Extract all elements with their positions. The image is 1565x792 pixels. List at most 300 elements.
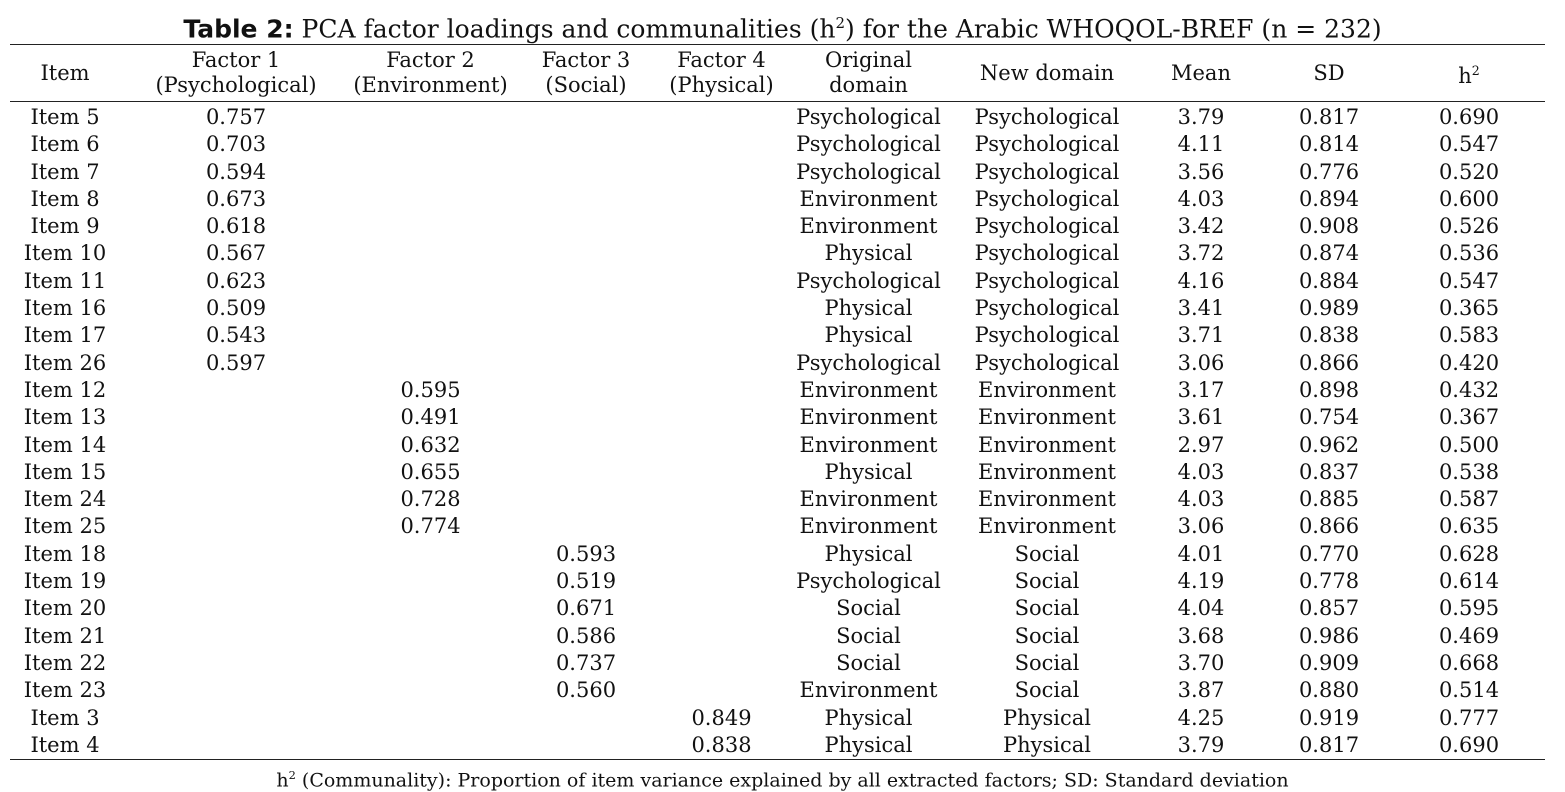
table-cell: 0.668	[1438, 650, 1500, 675]
table-row	[10, 186, 1545, 213]
column-header-line1: Mean	[1171, 60, 1231, 85]
caption-superscript: 2	[835, 14, 846, 32]
table-cell: Environment	[978, 459, 1116, 484]
caption-text-before: PCA factor loadings and communalities (h	[293, 14, 836, 44]
table-cell: Psychological	[974, 241, 1120, 266]
table-cell: Item 11	[23, 268, 107, 293]
table-cell: 0.420	[1438, 350, 1500, 375]
table-cell: 4.03	[1177, 459, 1225, 484]
table-row	[10, 295, 1545, 322]
table-cell	[663, 102, 780, 132]
table-cell: 0.777	[1438, 705, 1500, 730]
table-cell: Item 16	[23, 296, 107, 321]
table-cell	[120, 459, 352, 486]
table-cell: Item 24	[23, 487, 107, 512]
table-cell: Social	[836, 650, 901, 675]
table-row	[10, 213, 1545, 240]
table-cell: Social	[1014, 678, 1080, 703]
table-cell: Physical	[824, 296, 913, 321]
table-cell: Environment	[978, 514, 1116, 539]
table-cell	[120, 732, 352, 760]
header-row	[10, 45, 1545, 102]
table-cell	[120, 541, 352, 568]
table-cell	[663, 677, 780, 704]
table-cell: 0.618	[205, 214, 267, 239]
table-cell: Psychological	[974, 214, 1120, 239]
column-header-line1: Factor 4	[677, 48, 766, 72]
table-row	[10, 322, 1545, 349]
table-cell: Item 12	[23, 377, 107, 402]
table-cell: 0.989	[1298, 296, 1360, 321]
table-cell: 0.520	[1438, 159, 1500, 184]
table-cell: Item 18	[23, 541, 107, 566]
table-cell: 4.01	[1177, 541, 1225, 566]
table-cell	[352, 213, 509, 240]
table-cell: 4.04	[1177, 596, 1225, 621]
table-cell: 0.595	[1438, 596, 1500, 621]
table-cell: Item 13	[23, 405, 107, 430]
column-header	[1137, 45, 1265, 102]
table-cell	[352, 650, 509, 677]
table-cell: Item 20	[23, 596, 107, 621]
table-cell	[120, 595, 352, 622]
table-cell: 0.817	[1298, 732, 1360, 757]
table-row	[10, 131, 1545, 158]
column-header-line1: Factor 2	[386, 48, 475, 72]
table-cell	[663, 213, 780, 240]
column-header	[957, 45, 1137, 102]
table-cell: 0.491	[400, 405, 461, 430]
table-cell: Psychological	[796, 569, 941, 594]
table-cell	[663, 486, 780, 513]
table-cell: 0.838	[1298, 323, 1360, 348]
table-cell: 0.866	[1298, 350, 1360, 375]
table-cell: 3.79	[1177, 105, 1225, 129]
table-cell: 0.673	[205, 186, 267, 211]
column-header	[352, 45, 509, 102]
table-cell: 0.547	[1438, 132, 1500, 157]
table-cell: 0.908	[1298, 214, 1360, 239]
table-cell: 0.365	[1438, 296, 1500, 321]
table-row	[10, 732, 1545, 760]
table-cell: Environment	[799, 186, 938, 211]
table-cell: 0.728	[400, 487, 461, 512]
table-cell: 0.586	[555, 623, 617, 648]
table-cell: Psychological	[796, 268, 941, 293]
table-cell	[352, 159, 509, 186]
table-cell: Social	[1014, 541, 1080, 566]
table-cell: Psychological	[796, 350, 941, 375]
table-cell	[352, 705, 509, 732]
table-footnote	[0, 763, 1565, 792]
table-cell: 2.97	[1177, 432, 1225, 457]
table-row	[10, 159, 1545, 186]
table-cell: 0.543	[205, 323, 267, 348]
table-cell	[352, 568, 509, 595]
table-cell: 0.690	[1438, 105, 1500, 129]
column-header-line1: h	[1458, 63, 1472, 88]
table-cell: 0.866	[1298, 514, 1360, 539]
table-cell: 0.560	[555, 678, 617, 703]
table-cell: Item 26	[23, 350, 107, 375]
table-cell: 0.628	[1438, 541, 1500, 566]
table-cell: 0.600	[1438, 186, 1500, 211]
table-cell: Physical	[824, 705, 913, 730]
table-label: Table 2:	[183, 14, 294, 44]
column-header	[780, 45, 957, 102]
table-cell	[663, 595, 780, 622]
table-cell: Environment	[978, 432, 1116, 457]
table-cell	[509, 486, 663, 513]
table-cell: 3.71	[1177, 323, 1225, 348]
table-cell	[663, 268, 780, 295]
table-cell: Environment	[799, 432, 938, 457]
table-row	[10, 650, 1545, 677]
table-cell: 3.42	[1177, 214, 1225, 239]
table-row	[10, 240, 1545, 267]
table-cell: Psychological	[796, 132, 941, 157]
table-cell: 0.837	[1298, 459, 1360, 484]
table-cell: Physical	[824, 541, 913, 566]
table-cell: 0.703	[205, 132, 267, 157]
table-cell: 4.25	[1177, 705, 1225, 730]
column-header-line2: (Physical)	[669, 73, 774, 97]
table-cell: 0.776	[1298, 159, 1360, 184]
table-cell: 0.567	[205, 241, 267, 266]
table-cell: 0.367	[1438, 405, 1500, 430]
table-cell: Item 22	[23, 650, 107, 675]
table-cell	[509, 240, 663, 267]
table-cell	[509, 350, 663, 377]
table-cell: Environment	[799, 487, 938, 512]
table-cell: 0.593	[555, 541, 617, 566]
table-cell: 0.500	[1438, 432, 1500, 457]
table-cell	[120, 677, 352, 704]
table-cell: 0.849	[691, 705, 752, 730]
column-header	[120, 45, 352, 102]
table-cell: Environment	[799, 377, 938, 402]
table-cell: Environment	[978, 487, 1116, 512]
table-cell: Psychological	[796, 159, 941, 184]
table-cell: 0.614	[1438, 569, 1500, 594]
column-header-line1: Original	[825, 48, 912, 72]
table-cell	[663, 240, 780, 267]
table-cell	[509, 322, 663, 349]
table-cell	[509, 159, 663, 186]
table-cell: Item 7	[30, 159, 100, 184]
table-cell: Social	[1014, 623, 1080, 648]
table-cell	[509, 295, 663, 322]
table-cell: 0.757	[205, 105, 267, 129]
table-cell	[663, 186, 780, 213]
table-cell: Social	[836, 596, 901, 621]
footnote-prefix: h	[276, 769, 289, 792]
table-row	[10, 459, 1545, 486]
column-header	[663, 45, 780, 102]
table-cell: Physical	[1002, 732, 1091, 757]
table-cell	[352, 541, 509, 568]
table-cell: Item 6	[30, 132, 100, 157]
table-cell: Environment	[799, 514, 938, 539]
table-cell	[663, 377, 780, 404]
table-cell	[120, 404, 352, 431]
table-cell: 0.909	[1298, 650, 1360, 675]
table-cell: 0.671	[555, 596, 617, 621]
table-cell	[352, 186, 509, 213]
table-row	[10, 568, 1545, 595]
table-cell	[352, 350, 509, 377]
table-cell: Psychological	[974, 186, 1120, 211]
column-header-line1: Factor 3	[541, 48, 631, 72]
table-cell: 0.986	[1298, 623, 1360, 648]
table-cell: 0.885	[1298, 487, 1360, 512]
column-header	[1265, 45, 1393, 102]
table-row	[10, 705, 1545, 732]
column-header-line2: (Environment)	[353, 73, 508, 97]
table-cell: 0.655	[400, 459, 461, 484]
table-cell	[663, 131, 780, 158]
table-cell: 3.06	[1177, 514, 1225, 539]
table-cell: 0.690	[1438, 732, 1500, 757]
table-cell	[352, 677, 509, 704]
table-cell	[663, 459, 780, 486]
table-cell	[663, 432, 780, 459]
table-cell	[663, 322, 780, 349]
table-cell: 0.536	[1438, 241, 1500, 266]
table-cell: Item 21	[23, 623, 107, 648]
table-cell: Social	[1014, 569, 1080, 594]
table-cell	[120, 623, 352, 650]
table-cell: 0.874	[1298, 241, 1360, 266]
table-cell: 0.894	[1298, 186, 1360, 211]
table-cell: 4.11	[1177, 132, 1225, 157]
table-cell: Item 8	[30, 186, 100, 211]
table-cell	[663, 541, 780, 568]
table-cell: 0.814	[1298, 132, 1360, 157]
table-cell: 3.79	[1177, 732, 1225, 757]
table-cell: 3.56	[1177, 159, 1225, 184]
table-cell	[120, 568, 352, 595]
table-cell: Social	[1014, 596, 1080, 621]
table-cell: 0.774	[400, 514, 461, 539]
table-cell: 0.898	[1298, 377, 1360, 402]
table-cell: Item 5	[30, 105, 100, 129]
table-cell	[509, 213, 663, 240]
table-cell: 0.635	[1438, 514, 1500, 539]
table-cell	[352, 322, 509, 349]
column-header-superscript: 2	[1471, 62, 1480, 78]
table-cell: Item 25	[23, 514, 107, 539]
table-cell: Environment	[799, 405, 938, 430]
table-cell	[663, 404, 780, 431]
column-header-line1: Factor 1	[191, 48, 281, 72]
table-cell	[352, 595, 509, 622]
table-cell: 0.737	[555, 650, 617, 675]
table-cell	[509, 432, 663, 459]
table-cell	[509, 705, 663, 732]
table-cell: 4.16	[1177, 268, 1225, 293]
table-cell: 0.469	[1438, 623, 1500, 648]
table-cell: 0.632	[400, 432, 461, 457]
table-cell: Social	[836, 623, 901, 648]
column-header	[1393, 45, 1545, 102]
table-cell: 0.587	[1438, 487, 1500, 512]
column-header-line1: New domain	[979, 60, 1115, 85]
table-header	[10, 45, 1545, 102]
table-cell: Item 17	[23, 323, 107, 348]
table-body	[10, 102, 1545, 760]
table-cell	[509, 732, 663, 760]
table-cell: Psychological	[974, 323, 1120, 348]
table-cell	[120, 650, 352, 677]
table-cell: 0.583	[1438, 323, 1500, 348]
table-cell	[663, 350, 780, 377]
table-cell	[352, 240, 509, 267]
table-cell	[120, 377, 352, 404]
table-cell: 0.884	[1298, 268, 1360, 293]
caption-text-after: ) for the Arabic WHOQOL-BREF (n = 232)	[845, 14, 1382, 44]
table-cell: Item 4	[30, 732, 100, 757]
column-header	[10, 45, 120, 102]
table-cell: 3.87	[1177, 678, 1225, 703]
table-cell: 0.519	[555, 569, 617, 594]
table-row	[10, 677, 1545, 704]
table-cell: Physical	[824, 323, 913, 348]
table-row	[10, 350, 1545, 377]
table-cell: Psychological	[974, 105, 1120, 129]
table-cell: Item 15	[23, 459, 107, 484]
table-row	[10, 486, 1545, 513]
table-cell: Environment	[799, 678, 938, 703]
table-cell	[352, 131, 509, 158]
table-cell: Psychological	[974, 268, 1120, 293]
table-cell: Environment	[978, 377, 1116, 402]
table-cell: 0.432	[1438, 377, 1500, 402]
table-cell: Physical	[824, 241, 913, 266]
table-cell	[352, 732, 509, 760]
table-cell: 3.70	[1177, 650, 1225, 675]
table-caption	[0, 8, 1565, 44]
column-header	[509, 45, 663, 102]
table-cell: 0.623	[205, 268, 267, 293]
table-cell: Item 14	[23, 432, 107, 457]
table-row	[10, 513, 1545, 540]
table-cell: Physical	[824, 459, 913, 484]
table-cell: 0.595	[400, 377, 461, 402]
table-cell: Physical	[824, 732, 913, 757]
table-cell: 0.597	[205, 350, 267, 375]
table-cell	[120, 705, 352, 732]
table-cell	[509, 131, 663, 158]
table-cell: 3.72	[1177, 241, 1225, 266]
table-cell	[509, 102, 663, 132]
table-cell	[663, 159, 780, 186]
table-cell: Item 10	[23, 241, 107, 266]
table-cell: 0.526	[1438, 214, 1500, 239]
table-cell	[509, 459, 663, 486]
table-cell: Environment	[799, 214, 938, 239]
table-cell	[509, 186, 663, 213]
table-cell	[120, 432, 352, 459]
table-cell: 3.06	[1177, 350, 1225, 375]
footnote-text: (Communality): Proportion of item variance explained by all extracted factors; SD: Standard deviation	[295, 769, 1289, 792]
table-cell	[352, 268, 509, 295]
table-cell: 4.03	[1177, 186, 1225, 211]
table-row	[10, 268, 1545, 295]
table-row	[10, 595, 1545, 622]
table-cell: 0.547	[1438, 268, 1500, 293]
table-cell: Psychological	[796, 105, 941, 129]
table-cell: Social	[1014, 650, 1080, 675]
table-cell: Physical	[1002, 705, 1091, 730]
table-cell: 0.778	[1298, 569, 1360, 594]
table-cell: 3.68	[1177, 623, 1225, 648]
table-cell: Item 3	[30, 705, 100, 730]
table-cell: 0.509	[205, 296, 267, 321]
table-cell	[663, 568, 780, 595]
table-cell: Environment	[978, 405, 1116, 430]
column-header-line2: (Social)	[545, 73, 627, 97]
table-cell: Psychological	[974, 296, 1120, 321]
table-cell: 0.754	[1298, 405, 1360, 430]
table-cell	[509, 513, 663, 540]
table-cell: 0.817	[1298, 105, 1360, 129]
table-cell	[663, 295, 780, 322]
column-header-line1: Item	[40, 60, 90, 85]
table-cell: Psychological	[974, 159, 1120, 184]
table-cell: 4.19	[1177, 569, 1225, 594]
table-cell: 0.838	[691, 732, 752, 757]
table-cell: Psychological	[974, 132, 1120, 157]
table-row	[10, 377, 1545, 404]
table-cell	[663, 513, 780, 540]
table-cell	[352, 623, 509, 650]
table-cell: Psychological	[974, 350, 1120, 375]
table-cell	[352, 295, 509, 322]
column-header-line2: (Psychological)	[155, 73, 317, 97]
table-cell: Item 9	[30, 214, 100, 239]
table-cell: 0.538	[1438, 459, 1500, 484]
table-cell: 0.962	[1298, 432, 1360, 457]
table-cell: 3.17	[1177, 377, 1225, 402]
table-row	[10, 404, 1545, 431]
table-cell: 3.41	[1177, 296, 1225, 321]
table-cell: 0.919	[1298, 705, 1360, 730]
table-cell: 0.514	[1438, 678, 1500, 703]
table-cell	[663, 650, 780, 677]
table-row	[10, 102, 1545, 132]
table-cell: 0.594	[205, 159, 267, 184]
table-row	[10, 623, 1545, 650]
table-cell	[509, 268, 663, 295]
column-header-line2: domain	[829, 73, 908, 97]
table-cell: Item 23	[23, 678, 107, 703]
table-cell	[120, 486, 352, 513]
table-row	[10, 541, 1545, 568]
footnote-superscript: 2	[288, 768, 296, 782]
table-row	[10, 432, 1545, 459]
table-cell: 0.857	[1298, 596, 1360, 621]
table-cell: 3.61	[1177, 405, 1225, 430]
table-cell	[663, 623, 780, 650]
column-header-line1: SD	[1313, 60, 1345, 85]
table-cell: Item 19	[23, 569, 107, 594]
table-cell	[509, 404, 663, 431]
table-cell	[120, 513, 352, 540]
factor-loadings-table	[10, 44, 1545, 760]
table-cell: 0.880	[1298, 678, 1360, 703]
table-cell: 4.03	[1177, 487, 1225, 512]
